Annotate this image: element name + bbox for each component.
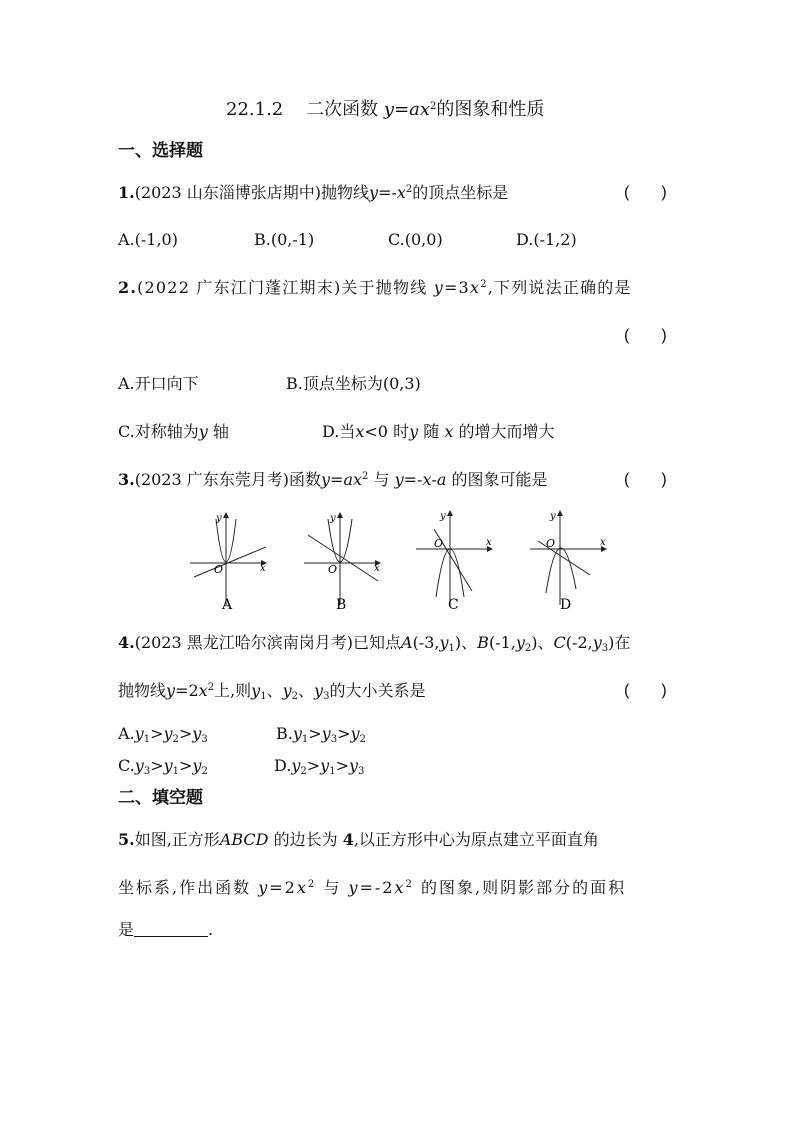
question-3: 3.(2023 广东东莞月考)函数$y=ax^2$ 与 y=-x-a 的图象可能是 — [118, 470, 548, 489]
graph-a-x-label: x — [260, 563, 266, 574]
graph-c-x-label: x — [486, 537, 492, 548]
q1-option-d[interactable]: D.(-1,2) — [516, 230, 577, 249]
q1-option-a[interactable]: A.(-1,0) — [118, 230, 178, 249]
question-5-line3: 是 . — [118, 920, 214, 939]
question-5-line2: 坐标系,作出函数 $y=2x^2$ 与 $y=-2x^2$ 的图象,则阴影部分的面积 — [118, 878, 627, 897]
answer-paren-3[interactable]: ( ) — [624, 471, 667, 488]
q2-option-c[interactable]: C.对称轴为y 轴 — [118, 422, 229, 441]
section-heading-fill: 二、填空题 — [118, 788, 203, 808]
answer-blank-5[interactable] — [134, 920, 208, 937]
graph-b[interactable] — [304, 513, 380, 605]
q1-option-c[interactable]: C.(0,0) — [388, 230, 443, 249]
graph-c-label: C — [448, 597, 459, 613]
q1-option-b[interactable]: B.(0,-1) — [254, 230, 315, 249]
question-5: 5.如图,正方形ABCD 的边长为 4,以正方形中心为原点建立平面直角 — [118, 830, 599, 849]
q2-option-a[interactable]: A.开口向下 — [118, 374, 199, 393]
graph-b-y-label: y — [330, 513, 336, 524]
q4-option-d[interactable]: $D.y_2>y_1>y_3$ — [274, 756, 365, 777]
question-4-line2: 抛物线$y=2x^2$上,则$y_1$、$y_2$、$y_3$的大小关系是 — [118, 681, 426, 702]
graph-a[interactable] — [190, 513, 266, 605]
answer-paren-2[interactable]: ( ) — [624, 327, 667, 344]
answer-paren-1[interactable]: ( ) — [624, 184, 667, 201]
q2-option-d[interactable]: D.当x<0 时y 随 x 的增大而增大 — [322, 422, 555, 441]
graph-d-y-label: y — [550, 511, 556, 522]
graph-d-label: D — [560, 597, 572, 613]
graph-b-origin: O — [328, 563, 338, 576]
section-heading-choice: 一、选择题 — [118, 141, 203, 161]
question-1: 1.(2023 山东淄博张店期中)抛物线$y=-x^2$的顶点坐标是 — [118, 183, 509, 202]
page-title: 22.1.2 二次函数 $y=ax^2$的图象和性质 — [226, 99, 545, 120]
question-4: 4.(2023 黑龙江哈尔滨南岗月考)已知点$A(-3,y_1)$、$B(-1,y_2)$、$C(-2,y_3)$在 — [118, 633, 631, 654]
graph-a-origin: O — [214, 563, 224, 576]
q4-option-b[interactable]: $B.y_1>y_3>y_2$ — [276, 724, 366, 745]
graph-d-x-label: x — [600, 537, 606, 548]
q2-option-b[interactable]: B.顶点坐标为(0,3) — [286, 374, 421, 393]
graph-c[interactable] — [416, 511, 492, 605]
q4-option-c[interactable]: $C.y_3>y_1>y_2$ — [118, 756, 208, 777]
question-2: 2.(2022 广东江门蓬江期末)关于抛物线 $y=3x^2$,下列说法正确的是 — [118, 278, 632, 297]
graph-d[interactable] — [530, 511, 606, 605]
graph-d-origin: O — [546, 537, 556, 550]
graph-b-label: B — [336, 597, 347, 613]
graph-a-y-label: y — [216, 513, 222, 524]
answer-paren-4[interactable]: ( ) — [624, 682, 667, 699]
q4-option-a[interactable]: $A.y_1>y_2>y_3$ — [118, 724, 208, 745]
graph-c-origin: O — [434, 537, 444, 550]
graph-c-y-label: y — [440, 511, 446, 522]
q3-graphs — [180, 505, 620, 615]
graph-a-label: A — [222, 597, 233, 613]
graph-b-x-label: x — [374, 563, 380, 574]
